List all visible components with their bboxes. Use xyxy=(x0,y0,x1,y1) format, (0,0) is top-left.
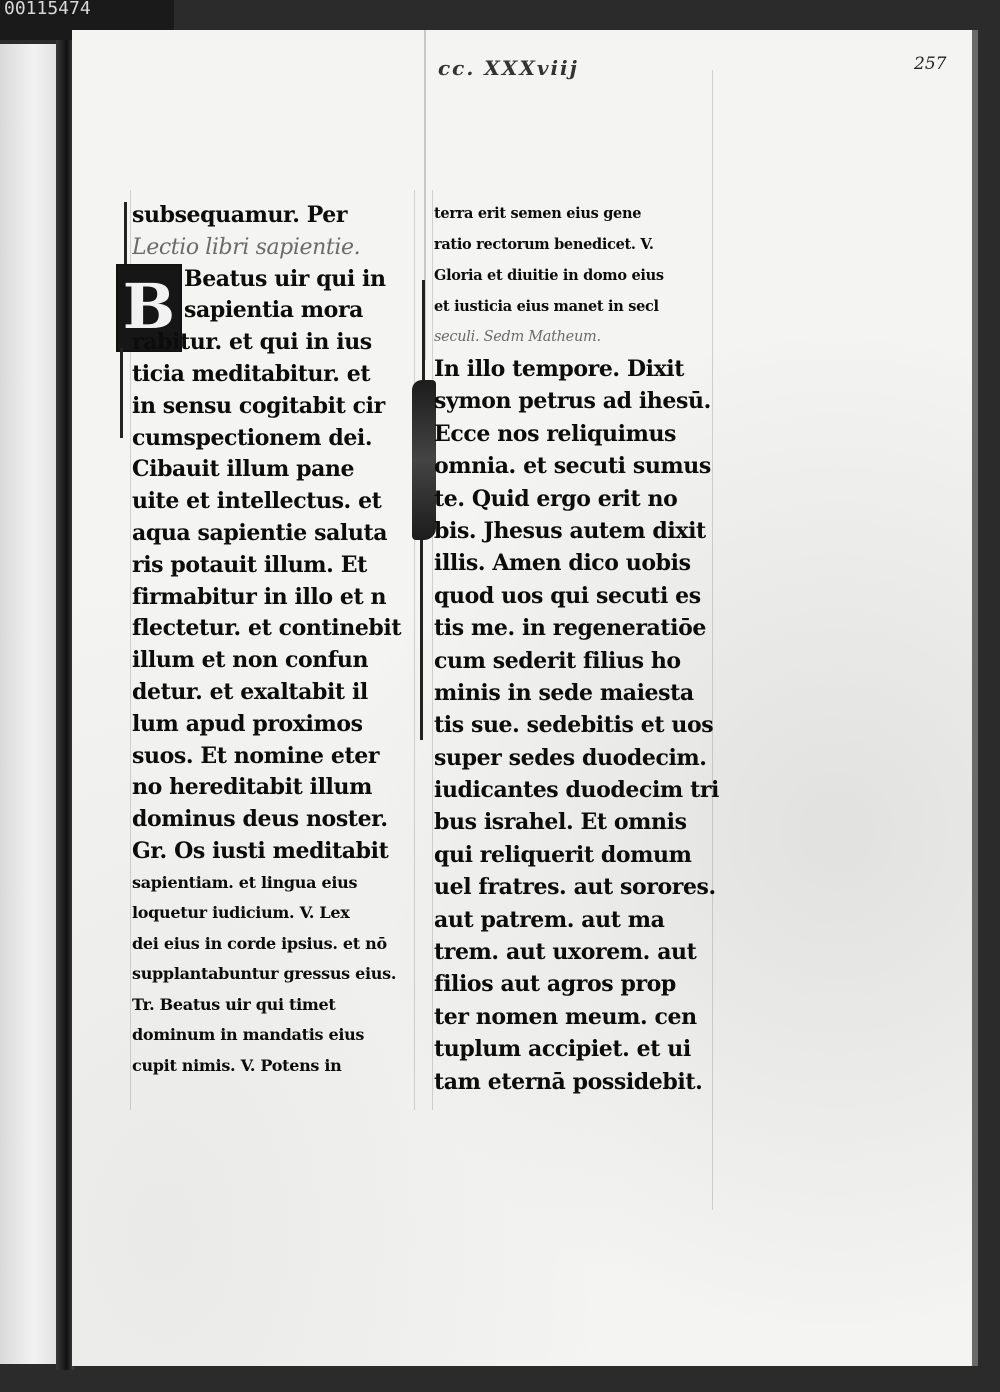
text-line: tuplum accipiet. et ui xyxy=(434,1036,691,1063)
text-line: Ecce nos reliquimus xyxy=(434,420,677,447)
text-line: tis sue. sedebitis et uos xyxy=(434,712,714,739)
text-line: sapientiam. et lingua eius xyxy=(132,872,358,892)
archive-label: 00115474 xyxy=(0,0,174,40)
flourish-icon xyxy=(420,540,423,740)
text-line: in sensu cogitabit cir xyxy=(132,392,385,419)
illuminated-initial-i-icon xyxy=(412,380,436,540)
text-line: dei eius in corde ipsius. et nō xyxy=(132,933,387,953)
text-line: terra erit semen eius gene xyxy=(434,205,642,222)
text-line: qui reliquerit domum xyxy=(434,841,692,868)
ruling-line xyxy=(414,190,415,1110)
running-head: cc. XXXviij xyxy=(438,56,579,80)
text-line: iudicantes duodecim tri xyxy=(434,777,719,804)
text-line: ter nomen meum. cen xyxy=(434,1003,697,1030)
text-line: dominum in mandatis eius xyxy=(132,1025,365,1045)
text-line: bis. Jhesus autem dixit xyxy=(434,517,706,544)
text-line: aqua sapientie saluta xyxy=(132,519,388,546)
text-line: symon petrus ad ihesū. xyxy=(434,388,711,415)
text-line: te. Quid ergo erit no xyxy=(434,485,678,512)
folio-number: 257 xyxy=(914,54,947,74)
text-line: In illo tempore. Dixit xyxy=(434,356,685,382)
text-line: Tr. Beatus uir qui timet xyxy=(132,994,336,1014)
text-line: Cibauit illum pane xyxy=(132,456,355,483)
text-line: flectetur. et continebit xyxy=(132,615,402,642)
text-line: detur. et exaltabit il xyxy=(132,678,368,705)
text-line: sapientia mora xyxy=(184,297,364,324)
text-line: quod uos qui secuti es xyxy=(434,582,701,609)
text-line: illis. Amen dico uobis xyxy=(434,550,691,577)
text-line: omnia. et secuti sumus xyxy=(434,453,711,480)
text-line: uite et intellectus. et xyxy=(132,488,382,515)
text-line: aut patrem. aut ma xyxy=(434,906,665,933)
text-line: trem. aut uxorem. aut xyxy=(434,939,697,966)
rubric-line: seculi. Sedm Matheum. xyxy=(434,329,601,345)
text-line: super sedes duodecim. xyxy=(434,744,707,771)
flourish-icon xyxy=(124,202,127,264)
text-line: loquetur iudicium. V. Lex xyxy=(132,903,350,923)
flourish-icon xyxy=(120,348,123,438)
text-line: Beatus uir qui in xyxy=(184,265,386,292)
text-line: supplantabuntur gressus eius. xyxy=(132,964,397,984)
text-line: no hereditabit illum xyxy=(132,774,372,801)
text-line: cumspectionem dei. xyxy=(132,424,373,451)
text-line: ris potauit illum. Et xyxy=(132,551,367,578)
text-line: Gr. Os iusti meditabit xyxy=(132,837,389,864)
left-page-edge xyxy=(0,44,58,1364)
text-line: ticia meditabitur. et xyxy=(132,360,371,387)
ruling-line xyxy=(432,190,433,1110)
text-line: cupit nimis. V. Potens in xyxy=(132,1055,342,1075)
text-line: lum apud proximos xyxy=(132,710,363,737)
text-line: illum et non confun xyxy=(132,647,369,674)
text-line: ratio rectorum benedicet. V. xyxy=(434,236,654,253)
text-line: bus israhel. Et omnis xyxy=(434,809,687,836)
left-text-column xyxy=(132,200,408,1081)
text-line: rabitur. et qui in ius xyxy=(132,329,372,356)
text-line: filios aut agros prop xyxy=(434,971,676,998)
rubric-line: Lectio libri sapientie. xyxy=(132,234,361,260)
text-line: firmabitur in illo et n xyxy=(132,583,387,610)
text-line: dominus deus noster. xyxy=(132,806,388,833)
text-line: tam eternā possidebit. xyxy=(434,1068,703,1095)
manuscript-page xyxy=(72,30,978,1366)
text-line: subsequamur. Per xyxy=(132,202,348,228)
flourish-icon xyxy=(422,280,425,380)
text-line: minis in sede maiesta xyxy=(434,679,694,706)
text-line: Gloria et diuitie in domo eius xyxy=(434,267,664,284)
text-line: suos. Et nomine eter xyxy=(132,742,380,769)
text-line: et iusticia eius manet in secl xyxy=(434,298,659,315)
illuminated-initial-b-icon: B xyxy=(116,264,182,352)
right-text-column xyxy=(434,198,744,1098)
text-line: tis me. in regeneratiōe xyxy=(434,615,706,642)
text-line: uel fratres. aut sorores. xyxy=(434,874,716,901)
text-line: cum sederit filius ho xyxy=(434,647,681,674)
